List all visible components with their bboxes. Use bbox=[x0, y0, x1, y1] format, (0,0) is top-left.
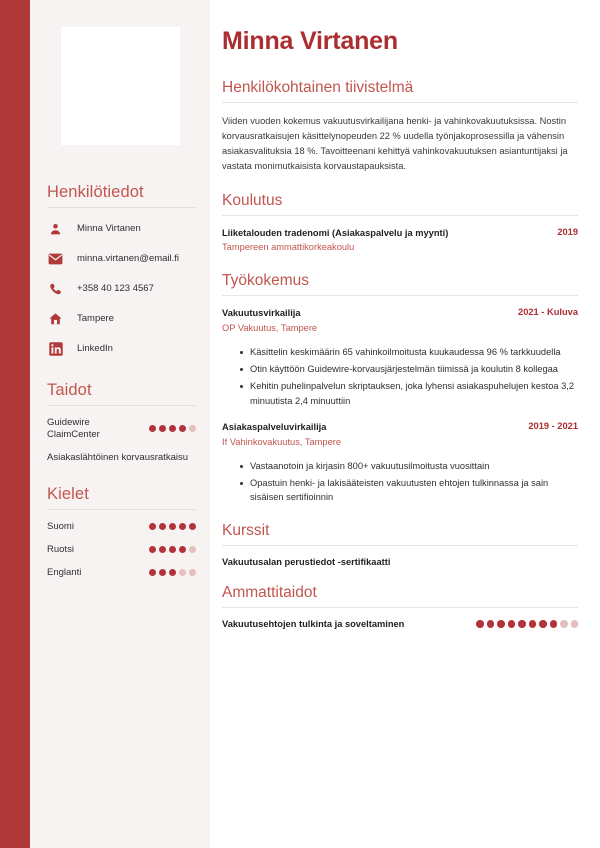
rating-dot-filled bbox=[159, 523, 166, 530]
rating-dot-filled bbox=[550, 620, 558, 628]
job-organization: OP Vakuutus, Tampere bbox=[222, 322, 318, 333]
rating-dots bbox=[149, 425, 196, 432]
rating-dot-filled bbox=[179, 523, 186, 530]
envelope-icon bbox=[47, 250, 64, 267]
divider bbox=[222, 607, 578, 608]
experience-list bbox=[222, 307, 578, 505]
rating-dot-filled bbox=[508, 620, 516, 628]
education-list bbox=[222, 227, 578, 255]
education-organization: Tampereen ammattikorkeakoulu bbox=[222, 242, 355, 253]
rating-dot-filled bbox=[169, 546, 176, 553]
person-icon bbox=[47, 220, 64, 237]
language-name: Englanti bbox=[47, 566, 82, 578]
languages-list bbox=[47, 521, 196, 578]
rating-dot-empty bbox=[571, 620, 579, 628]
rating-dot-empty bbox=[179, 569, 186, 576]
sidebar bbox=[30, 0, 210, 848]
divider bbox=[222, 545, 578, 546]
experience-entry bbox=[222, 307, 578, 408]
professional-skills-heading: Ammattitaidot bbox=[222, 583, 317, 601]
rating-dot-filled bbox=[149, 569, 156, 576]
divider bbox=[222, 295, 578, 296]
language-name: Suomi bbox=[47, 520, 74, 532]
job-date: 2019 - 2021 bbox=[528, 421, 578, 432]
sidebar-section-languages bbox=[47, 485, 196, 578]
courses-heading: Kurssit bbox=[222, 521, 270, 539]
rating-dot-filled bbox=[179, 425, 186, 432]
linkedin-icon bbox=[47, 340, 64, 357]
professional-skill-name: Vakuutusehtojen tulkinta ja soveltaminen bbox=[222, 618, 405, 629]
entry-header bbox=[222, 421, 578, 434]
divider bbox=[47, 509, 196, 510]
job-title: Vakuutusvirkailija bbox=[222, 308, 301, 319]
home-icon bbox=[47, 310, 64, 327]
section-summary bbox=[222, 79, 578, 175]
course-title: Vakuutusalan perustiedot -sertifikaatti bbox=[222, 556, 391, 567]
main-content bbox=[210, 0, 600, 848]
rating-dot-filled bbox=[189, 523, 196, 530]
contact-row[interactable] bbox=[47, 249, 196, 268]
rating-dot-filled bbox=[487, 620, 495, 628]
contact-row[interactable] bbox=[47, 219, 196, 238]
language-row bbox=[47, 521, 196, 532]
job-bullets bbox=[222, 459, 578, 505]
summary-heading: Henkilökohtainen tiivistelmä bbox=[222, 78, 414, 96]
rating-dot-empty bbox=[560, 620, 568, 628]
sidebar-languages-heading: Kielet bbox=[47, 484, 89, 503]
entry-header bbox=[222, 227, 578, 240]
section-education bbox=[222, 192, 578, 255]
phone-icon bbox=[47, 280, 64, 297]
education-title: Liiketalouden tradenomi (Asiakaspalvelu ja myynti) bbox=[222, 227, 449, 238]
rating-dot-filled bbox=[159, 425, 166, 432]
rating-dot-filled bbox=[149, 523, 156, 530]
rating-dot-filled bbox=[476, 620, 484, 628]
education-date: 2019 bbox=[557, 226, 578, 237]
education-heading: Koulutus bbox=[222, 191, 283, 209]
language-row bbox=[47, 567, 196, 578]
skill-row bbox=[47, 452, 196, 464]
divider bbox=[222, 102, 578, 103]
professional-skills-list bbox=[222, 619, 578, 629]
sidebar-section-skills bbox=[47, 381, 196, 464]
rating-dots bbox=[149, 546, 196, 553]
rating-dot-filled bbox=[159, 569, 166, 576]
job-bullet: Käsittelin keskimäärin 65 vahinkoilmoitusta kuukaudessa 96 % tarkkuudella bbox=[240, 345, 578, 359]
rating-dots bbox=[149, 523, 196, 530]
rating-dots bbox=[149, 569, 196, 576]
rating-dot-empty bbox=[189, 569, 196, 576]
job-bullets bbox=[222, 345, 578, 409]
courses-list bbox=[222, 557, 578, 567]
professional-skill-row bbox=[222, 619, 578, 629]
divider bbox=[47, 207, 196, 208]
rating-dot-filled bbox=[159, 546, 166, 553]
job-bullet: Kehitin puhelinpalvelun skriptauksen, joka lyhensi asiakaspuhelujen kestoa 3,2 minuutista 2,4 minuuttiin bbox=[240, 379, 578, 408]
skill-name: Asiakaslähtöinen korvausratkaisu bbox=[47, 451, 188, 463]
contact-row[interactable] bbox=[47, 309, 196, 328]
job-date: 2021 - Kuluva bbox=[518, 307, 578, 318]
job-title: Asiakaspalveluvirkailija bbox=[222, 422, 327, 433]
rating-dot-filled bbox=[529, 620, 537, 628]
experience-entry bbox=[222, 421, 578, 505]
section-courses bbox=[222, 522, 578, 567]
summary-text: Viiden vuoden kokemus vakuutusvirkailijana henki- ja vahinkovakuutuksissa. Nostin korvausratkaisujen käsittelynopeuden 22 % uudella työnjakoprosessilla ja vähensin asiakasvalituksia 18 %. Tavoitteenani kehittyä vahinkovakuutuksen asiantuntijaksi ja vastata monimutkaisista korvaustapauksista. bbox=[222, 115, 568, 172]
experience-heading: Työkokemus bbox=[222, 272, 310, 290]
rating-dot-filled bbox=[497, 620, 505, 628]
rating-dot-filled bbox=[169, 425, 176, 432]
rating-dot-filled bbox=[539, 620, 547, 628]
rating-dot-filled bbox=[518, 620, 526, 628]
contact-text: Minna Virtanen bbox=[77, 222, 141, 234]
course-entry bbox=[222, 557, 578, 567]
profile-photo-placeholder bbox=[61, 27, 180, 145]
candidate-name: Minna Virtanen bbox=[222, 27, 398, 55]
contact-text: LinkedIn bbox=[77, 342, 113, 354]
rating-dot-filled bbox=[179, 546, 186, 553]
job-organization: If Vahinkovakuutus, Tampere bbox=[222, 436, 342, 447]
rating-dot-empty bbox=[189, 546, 196, 553]
left-accent-bar bbox=[0, 0, 30, 848]
contact-row[interactable] bbox=[47, 279, 196, 298]
skill-name: Guidewire ClaimCenter bbox=[47, 417, 100, 440]
entry-header bbox=[222, 307, 578, 320]
section-experience bbox=[222, 272, 578, 505]
rating-dot-filled bbox=[149, 546, 156, 553]
language-name: Ruotsi bbox=[47, 543, 74, 555]
contact-text: +358 40 123 4567 bbox=[77, 282, 154, 294]
education-entry bbox=[222, 227, 578, 255]
job-bullet: Otin käyttöön Guidewire-korvausjärjestelmän tiimissä ja koulutin 8 kollegaa bbox=[240, 362, 578, 376]
sidebar-skills-heading: Taidot bbox=[47, 381, 92, 399]
contact-list bbox=[47, 219, 196, 358]
rating-dot-empty bbox=[189, 425, 196, 432]
skills-list bbox=[47, 417, 196, 464]
divider bbox=[222, 215, 578, 216]
section-professional-skills bbox=[222, 584, 578, 629]
sidebar-personal-heading: Henkilötiedot bbox=[47, 183, 144, 201]
job-bullet: Vastaanotoin ja kirjasin 800+ vakuutusilmoitusta vuosittain bbox=[240, 459, 578, 473]
language-row bbox=[47, 544, 196, 555]
rating-dot-filled bbox=[169, 523, 176, 530]
divider bbox=[47, 405, 196, 406]
rating-dot-filled bbox=[149, 425, 156, 432]
contact-text: Tampere bbox=[77, 312, 114, 324]
rating-dots bbox=[476, 620, 578, 628]
contact-row[interactable] bbox=[47, 339, 196, 358]
rating-dot-filled bbox=[169, 569, 176, 576]
contact-text: minna.virtanen@email.fi bbox=[77, 252, 180, 264]
sidebar-section-personal bbox=[47, 183, 196, 358]
job-bullet: Opastuin henki- ja lakisääteisten vakuutusten ehtojen tulkinnassa ja sain sisäisen sertifioinnin bbox=[240, 476, 578, 505]
skill-row bbox=[47, 417, 196, 441]
